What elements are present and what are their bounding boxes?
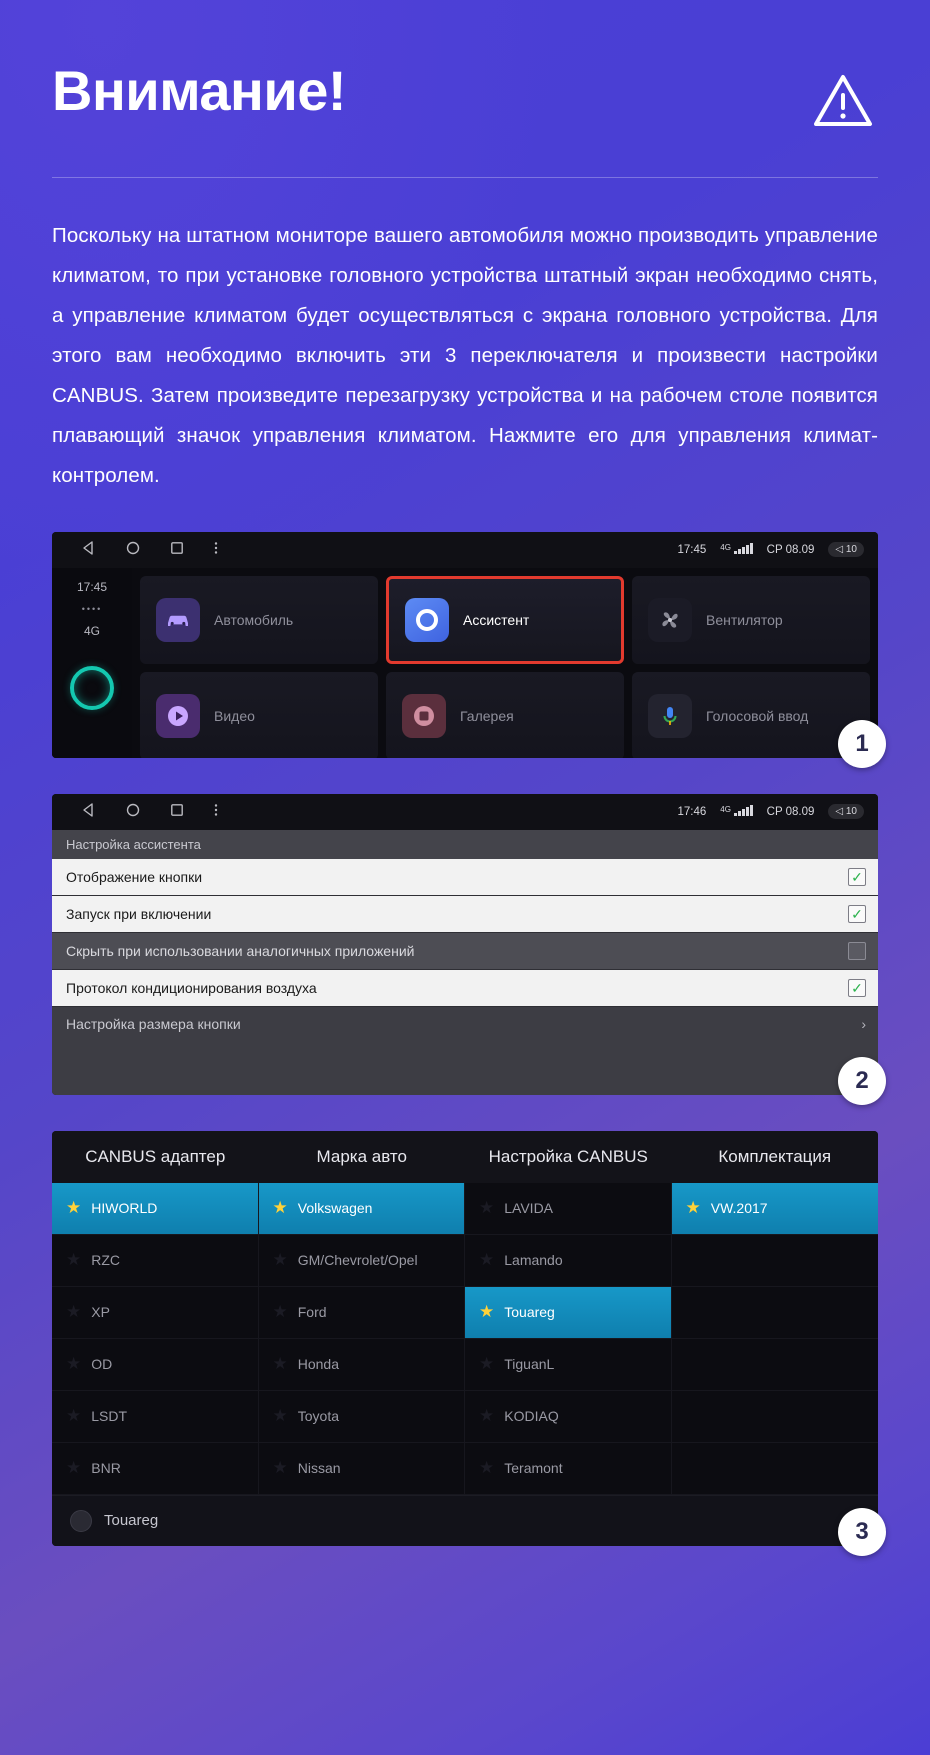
car-status-icon	[70, 1510, 92, 1532]
nav-recent-icon[interactable]	[170, 803, 184, 820]
list-item	[672, 1391, 879, 1443]
list-item-label: VW.2017	[710, 1200, 768, 1217]
tile-voice-input[interactable]	[632, 672, 870, 758]
column-header-adapter: CANBUS адаптер	[85, 1146, 226, 1166]
step-badge-3: 3	[838, 1508, 886, 1556]
canbus-footer-label: Touareg	[104, 1512, 159, 1530]
assistant-icon	[405, 598, 449, 642]
star-icon: ★	[66, 1198, 82, 1218]
status-network: 4G	[720, 805, 752, 819]
status-network: 4G	[720, 543, 752, 557]
header-divider	[52, 177, 878, 178]
list-item-label: LAVIDA	[504, 1200, 554, 1217]
list-item	[672, 1339, 879, 1391]
list-item-label: OD	[91, 1356, 113, 1373]
star-icon: ★	[479, 1198, 495, 1218]
list-item-label: XP	[91, 1304, 110, 1321]
signal-icon	[734, 805, 753, 816]
list-item-label: HIWORLD	[91, 1200, 158, 1217]
tile-assistant[interactable]	[386, 576, 624, 664]
star-icon: ★	[66, 1354, 82, 1374]
column-header-trim: Комплектация	[718, 1146, 832, 1166]
list-item[interactable]	[52, 1183, 258, 1235]
list-item-label: GM/Chevrolet/Opel	[297, 1252, 418, 1269]
status-time: 17:46	[677, 805, 707, 818]
nav-back-icon[interactable]	[82, 803, 96, 820]
tile-label: Голосовой ввод	[706, 707, 809, 724]
screenshot-canbus-settings	[52, 1131, 878, 1546]
status-date: CP 08.09	[766, 543, 815, 556]
list-item-label: Honda	[297, 1356, 340, 1373]
list-item-label: Volkswagen	[297, 1200, 373, 1217]
signal-icon	[734, 543, 753, 554]
canbus-column-trim	[672, 1183, 879, 1495]
header	[52, 52, 878, 135]
list-item-label: Toyota	[297, 1408, 339, 1425]
list-item-label: Ford	[297, 1304, 327, 1321]
list-item[interactable]	[259, 1235, 465, 1287]
star-icon: ★	[272, 1406, 288, 1426]
tile-gallery[interactable]	[386, 672, 624, 758]
star-icon: ★	[479, 1458, 495, 1478]
screenshot-launcher	[52, 532, 878, 758]
fan-icon	[648, 598, 692, 642]
column-header-canbus: Настройка CANBUS	[488, 1146, 648, 1166]
list-item	[672, 1287, 879, 1339]
star-icon: ★	[479, 1250, 495, 1270]
list-item	[672, 1443, 879, 1495]
star-icon: ★	[272, 1250, 288, 1270]
star-icon: ★	[66, 1302, 82, 1322]
launcher-tiles	[132, 568, 878, 758]
list-item-label: BNR	[91, 1460, 121, 1477]
list-item[interactable]	[52, 1443, 258, 1495]
nav-back-icon[interactable]	[82, 541, 96, 558]
column-header-brand: Марка авто	[316, 1146, 407, 1166]
video-icon	[156, 694, 200, 738]
status-bar-2	[52, 794, 878, 830]
volume-indicator[interactable]: ◁ 10	[828, 542, 864, 557]
list-item[interactable]	[465, 1339, 671, 1391]
setting-label: Отображение кнопки	[66, 868, 203, 885]
status-time: 17:45	[677, 543, 707, 556]
sidebar-network: 4G	[83, 623, 100, 638]
setting-row-hide-similar-apps[interactable]	[52, 933, 878, 970]
status-date: CP 08.09	[766, 805, 815, 818]
step-badge-2: 2	[838, 1057, 886, 1105]
list-item	[672, 1235, 879, 1287]
setting-row-button-size[interactable]	[52, 1007, 878, 1041]
star-icon: ★	[272, 1302, 288, 1322]
setting-label: Скрыть при использовании аналогичных приложений	[66, 942, 415, 959]
tile-video[interactable]	[140, 672, 378, 758]
star-icon: ★	[479, 1406, 495, 1426]
star-icon: ★	[685, 1198, 701, 1218]
checkbox-checked-icon[interactable]: ✓	[848, 979, 866, 997]
setting-row-autostart[interactable]	[52, 896, 878, 933]
list-item[interactable]	[465, 1391, 671, 1443]
tile-label: Автомобиль	[214, 611, 294, 628]
settings-section-title: Настройка ассистента	[52, 830, 878, 859]
nav-recent-icon[interactable]	[170, 541, 184, 558]
list-item[interactable]	[52, 1287, 258, 1339]
list-item[interactable]	[465, 1183, 671, 1235]
nav-home-icon[interactable]	[126, 541, 140, 558]
setting-label: Запуск при включении	[66, 905, 212, 922]
assistant-ring-icon[interactable]	[70, 666, 114, 710]
sidebar-time: 17:45	[76, 579, 108, 594]
chevron-right-icon: ›	[861, 1015, 866, 1032]
canbus-columns	[52, 1183, 878, 1495]
list-item-label: Touareg	[504, 1304, 555, 1321]
step-badge-1: 1	[838, 720, 886, 768]
list-item[interactable]	[672, 1183, 879, 1235]
setting-label: Настройка размера кнопки	[66, 1015, 241, 1032]
checkbox-checked-icon[interactable]: ✓	[848, 905, 866, 923]
page-title: Внимание!	[52, 59, 347, 122]
list-item-label: TiguanL	[504, 1356, 555, 1373]
status-bar-1	[52, 532, 878, 568]
list-item[interactable]	[259, 1391, 465, 1443]
list-item[interactable]	[465, 1287, 671, 1339]
setting-row-button-display[interactable]	[52, 859, 878, 896]
list-item-label: RZC	[91, 1252, 121, 1269]
tile-car[interactable]	[140, 576, 378, 664]
setting-label: Протокол кондиционирования воздуха	[66, 979, 317, 996]
star-icon: ★	[479, 1302, 495, 1322]
list-item-label: Nissan	[297, 1460, 341, 1477]
star-icon: ★	[272, 1354, 288, 1374]
intro-paragraph: Поскольку на штатном мониторе вашего автомобиля можно производить управление климатом, то при установке головного устройства штатный экран необходимо снять, а управление климатом будет осуществляться с экрана головного устройства. Для этого вам необходимо включить эти 3 переключателя и произвести настройки CANBUS. Затем произведите перезагрузку устройства и на рабочем столе появится плавающий значок управления климатом. Нажмите его для управления климат-контролем.	[52, 224, 878, 487]
gallery-icon	[402, 694, 446, 738]
star-icon: ★	[272, 1198, 288, 1218]
sidebar-signal-dots: ••••	[81, 603, 103, 614]
tile-fan[interactable]	[632, 576, 870, 664]
tile-label: Галерея	[460, 707, 514, 724]
canbus-column-brand	[259, 1183, 466, 1495]
microphone-icon	[648, 694, 692, 738]
list-item-label: Lamando	[504, 1252, 563, 1269]
list-item[interactable]	[465, 1235, 671, 1287]
tile-label: Ассистент	[463, 611, 530, 628]
screenshot-assistant-settings	[52, 794, 878, 1095]
canbus-column-canbus	[465, 1183, 672, 1495]
checkbox-unchecked-icon[interactable]	[848, 942, 866, 960]
star-icon: ★	[66, 1406, 82, 1426]
volume-icon: ◁	[835, 544, 846, 556]
launcher-sidebar	[52, 568, 132, 758]
tile-label: Вентилятор	[706, 611, 783, 628]
star-icon: ★	[66, 1250, 82, 1270]
settings-empty-area	[52, 1041, 878, 1093]
checkbox-checked-icon[interactable]: ✓	[848, 868, 866, 886]
canbus-footer	[52, 1495, 878, 1546]
list-item-label: LSDT	[91, 1408, 128, 1425]
list-item-label: KODIAQ	[504, 1408, 559, 1425]
list-item[interactable]	[465, 1443, 671, 1495]
star-icon: ★	[272, 1458, 288, 1478]
launcher-body	[52, 568, 878, 758]
volume-indicator[interactable]: ◁ 10	[828, 804, 864, 819]
list-item[interactable]	[259, 1339, 465, 1391]
settings-list	[52, 830, 878, 1095]
warning-triangle-icon	[812, 72, 874, 135]
list-item[interactable]	[259, 1443, 465, 1495]
list-item[interactable]	[52, 1391, 258, 1443]
volume-icon: ◁	[835, 806, 846, 818]
nav-home-icon[interactable]	[126, 803, 140, 820]
list-item-label: Teramont	[504, 1460, 563, 1477]
list-item[interactable]	[259, 1183, 465, 1235]
tile-label: Видео	[214, 707, 255, 724]
star-icon: ★	[66, 1458, 82, 1478]
canbus-column-adapter	[52, 1183, 259, 1495]
star-icon: ★	[479, 1354, 495, 1374]
list-item[interactable]	[259, 1287, 465, 1339]
overflow-menu-icon[interactable]	[214, 803, 218, 820]
list-item[interactable]	[52, 1339, 258, 1391]
list-item[interactable]	[52, 1235, 258, 1287]
overflow-menu-icon[interactable]	[214, 541, 218, 558]
canbus-column-headers	[52, 1131, 878, 1183]
setting-row-ac-protocol[interactable]	[52, 970, 878, 1007]
car-icon	[156, 598, 200, 642]
